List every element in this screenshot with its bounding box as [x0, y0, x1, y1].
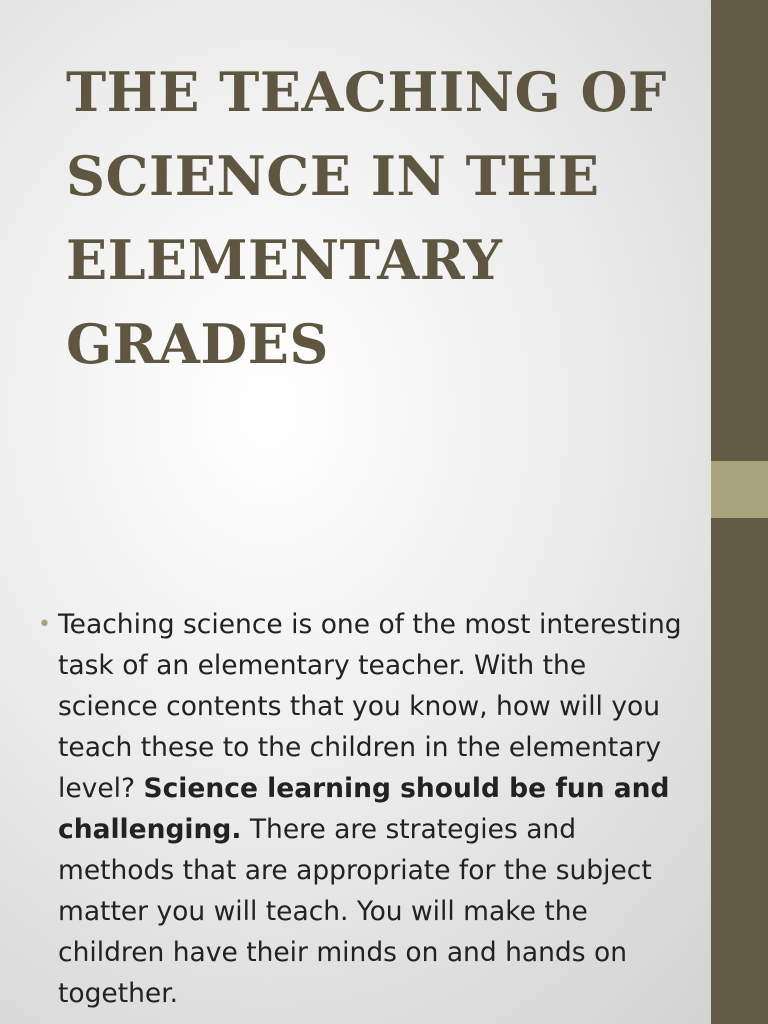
bullet-text-regular: Teaching science is one of the most interesting task of an elementary teacher. With the science contents that you know, how will you teach these to the children in the elementary level?	[58, 609, 682, 804]
side-bar-accent	[711, 461, 768, 518]
bullet-item	[38, 604, 688, 1014]
bullet-marker-icon: •	[38, 612, 51, 637]
bullet-text-regular-end: There are strategies and methods that are appropriate for the subject matter you will teach. You will make the children have their minds on and hands on together.	[58, 814, 652, 1009]
bullet-text-bold: Science learning should be fun and challenging.	[58, 773, 670, 845]
slide-title: THE TEACHING OF SCIENCE IN THE ELEMENTARY GRADES	[66, 60, 667, 376]
bullet-list	[38, 604, 688, 1014]
